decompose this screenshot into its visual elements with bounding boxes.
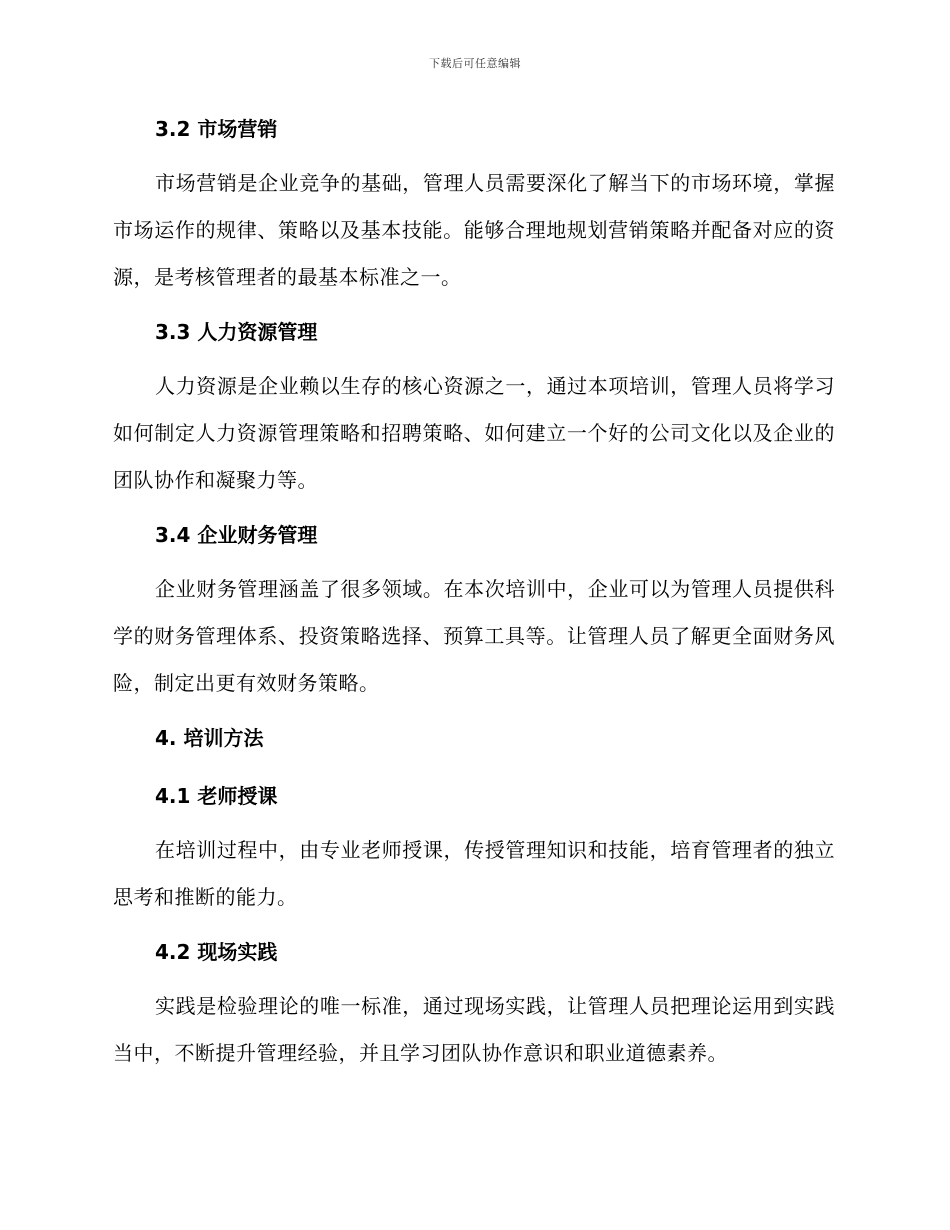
section-heading-4: 4. 培训方法 <box>155 726 264 750</box>
section-body-4-2: 实践是检验理论的唯一标准，通过现场实践，让管理人员把理论运用到实践当中，不断提升管理经验，并且学习团队协作意识和职业道德素养。 <box>113 994 835 1065</box>
section-body-3-2: 市场营销是企业竞争的基础，管理人员需要深化了解当下的市场环境，掌握市场运作的规律、策略以及基本技能。能够合理地规划营销策略并配备对应的资源，是考核管理者的最基本标准之一。 <box>113 171 835 289</box>
section-heading-3-3: 3.3 人力资源管理 <box>155 320 318 344</box>
section-body-3-4: 企业财务管理涵盖了很多领域。在本次培训中，企业可以为管理人员提供科学的财务管理体系、投资策略选择、预算工具等。让管理人员了解更全面财务风险，制定出更有效财务策略。 <box>113 577 835 695</box>
section-body-4-1: 在培训过程中，由专业老师授课，传授管理知识和技能，培育管理者的独立思考和推断的能力。 <box>113 838 835 909</box>
header-note: 下载后可任意编辑 <box>429 57 521 70</box>
document-content <box>113 110 835 1077</box>
section-heading-3-2: 3.2 市场营销 <box>155 117 278 141</box>
section-heading-4-2: 4.2 现场实践 <box>155 940 278 964</box>
section-heading-4-1: 4.1 老师授课 <box>155 784 278 808</box>
section-body-3-3: 人力资源是企业赖以生存的核心资源之一，通过本项培训，管理人员将学习如何制定人力资源管理策略和招聘策略、如何建立一个好的公司文化以及企业的团队协作和凝聚力等。 <box>113 374 835 492</box>
section-heading-3-4: 3.4 企业财务管理 <box>155 523 318 547</box>
